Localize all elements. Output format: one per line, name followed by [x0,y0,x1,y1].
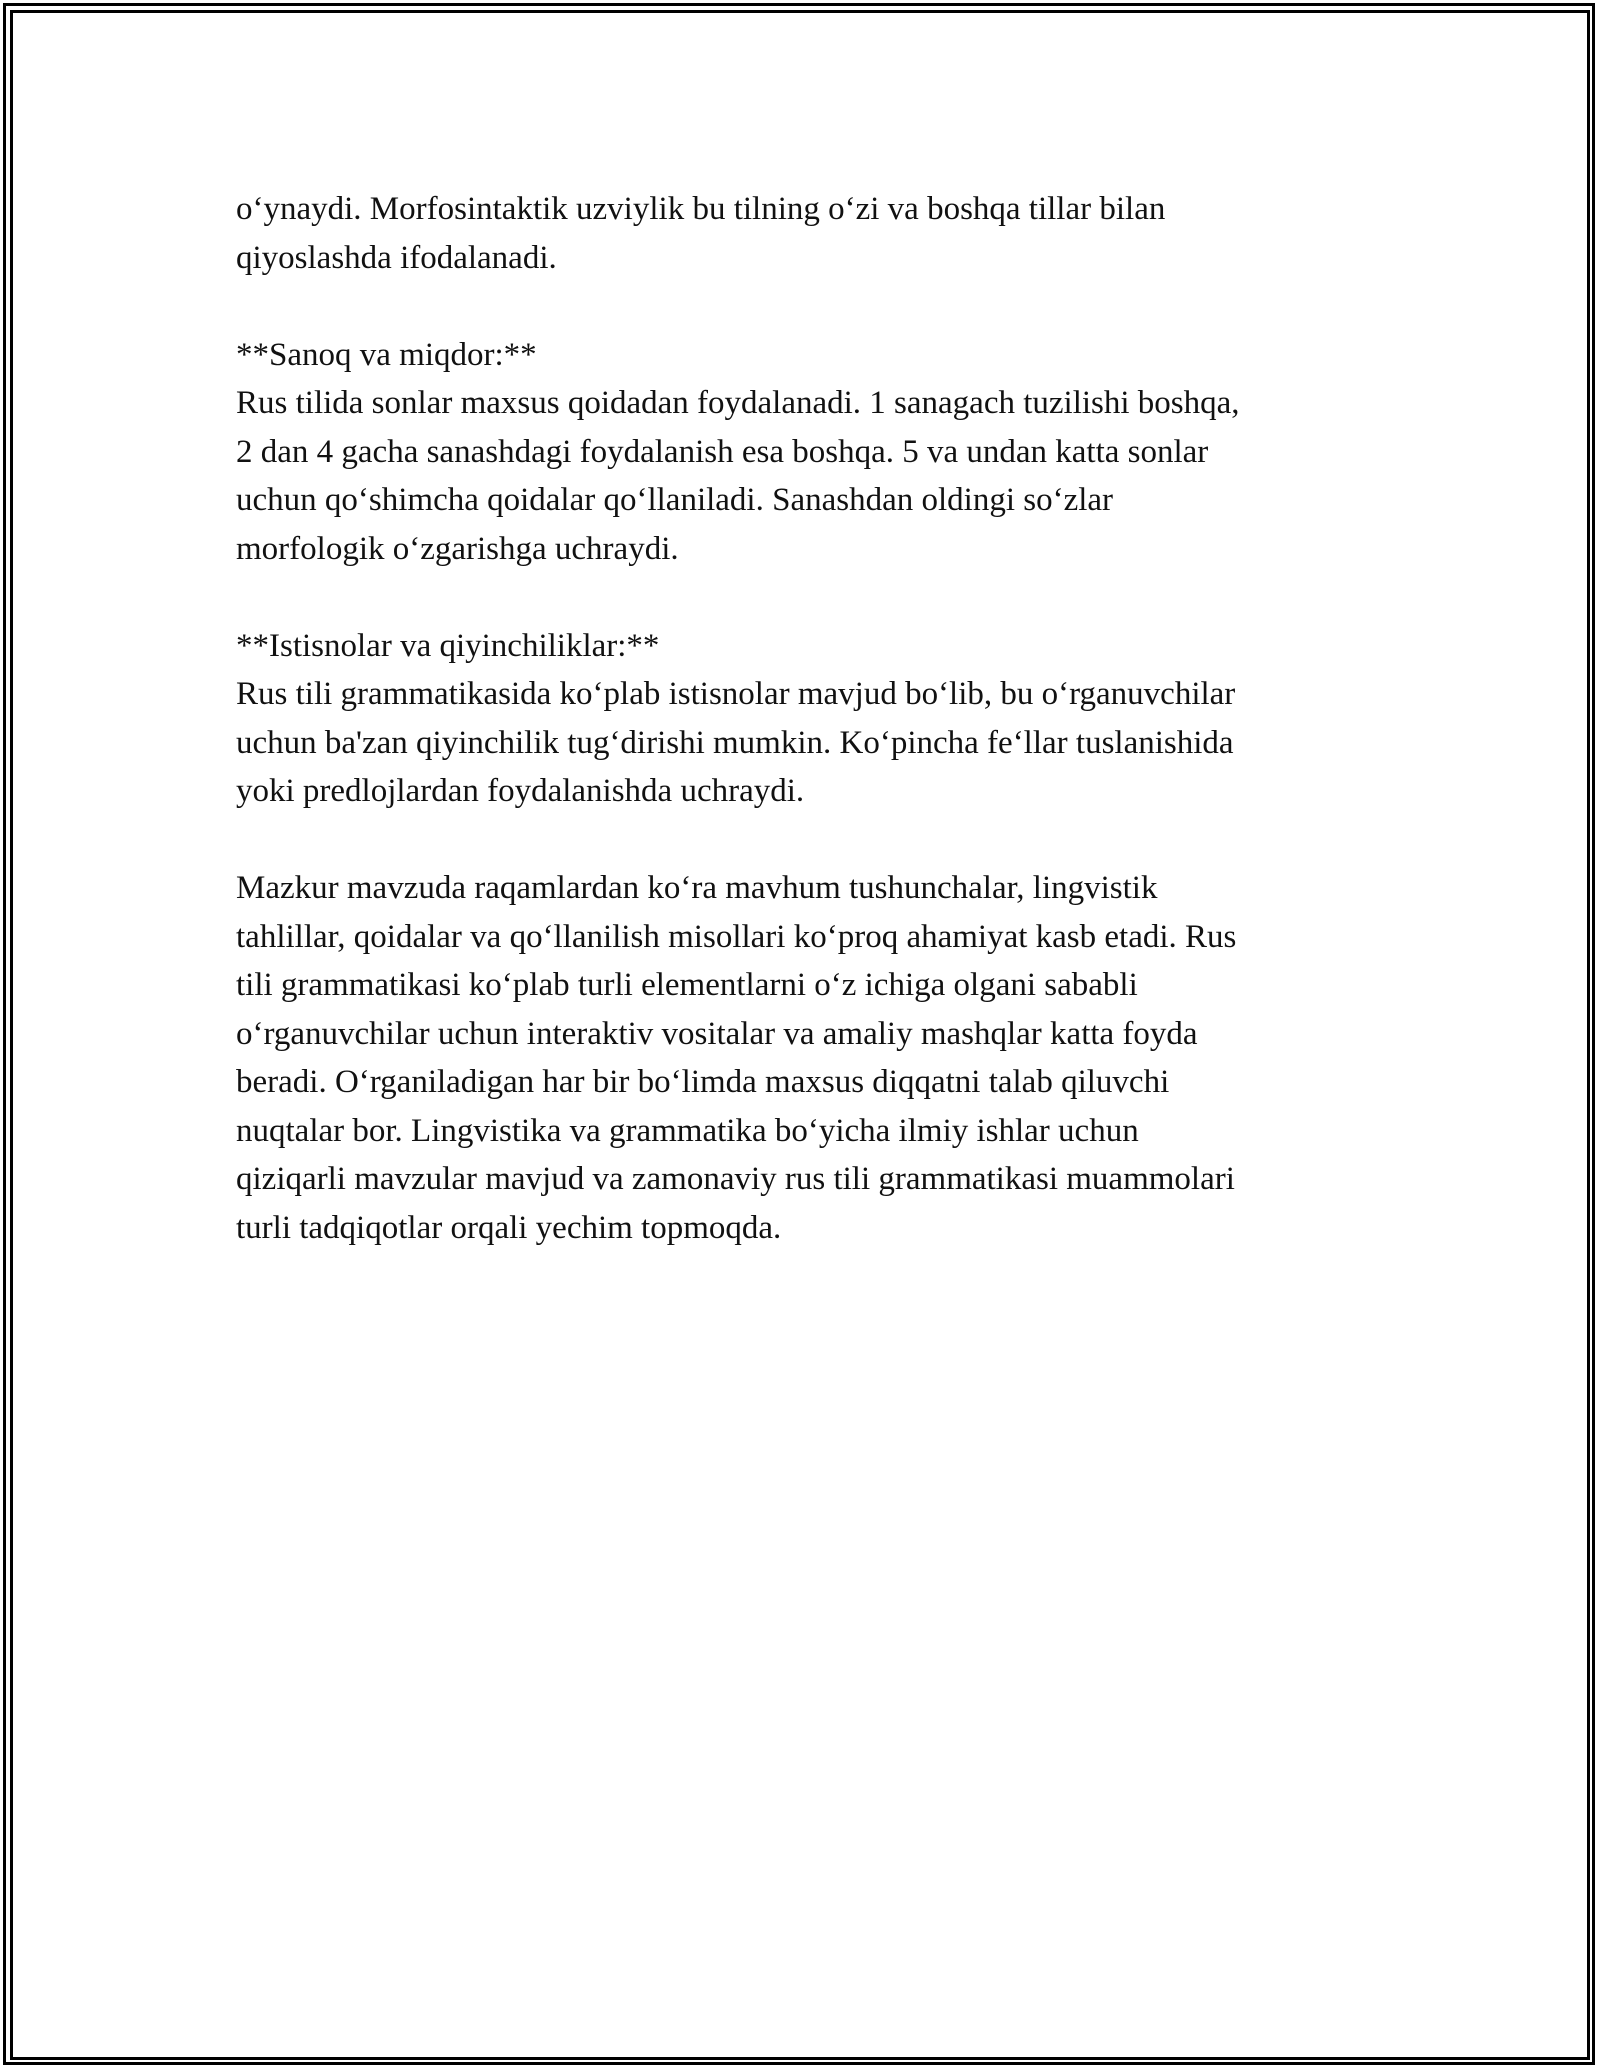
paragraph-gap [236,816,1366,865]
text-line: yoki predlojlardan foydalanishda uchraydi. [236,773,805,809]
text-line: Mazkur mavzuda raqamlardan ko‘ra mavhum tushunchalar, lingvistik [236,870,1158,906]
section-heading: **Istisnolar va qiyinchiliklar:** [236,627,660,664]
intro-paragraph [236,185,1366,282]
text-line: tili grammatikasi ko‘plab turli elementlarni o‘z ichiga olgani sababli [236,967,1138,1003]
text-line: Rus tili grammatikasida ko‘plab istisnolar mavjud bo‘lib, bu o‘rganuvchilar [236,676,1236,712]
text-line: Rus tilida sonlar maxsus qoidadan foydalanadi. 1 sanagach tuzilishi boshqa, [236,385,1240,421]
paragraph-gap [236,573,1366,622]
text-line: 2 dan 4 gacha sanashdagi foydalanish esa boshqa. 5 va undan katta sonlar [236,433,1209,470]
text-line: nuqtalar bor. Lingvistika va grammatika bo‘yicha ilmiy ishlar uchun [236,1112,1139,1149]
text-line: o‘ynaydi. Morfosintaktik uzviylik bu tilning o‘zi va boshqa tillar bilan [236,191,1166,227]
conclusion-paragraph [236,864,1366,1252]
paragraph-gap [236,282,1366,331]
section-sanoq [236,331,1366,574]
text-line: uchun qo‘shimcha qoidalar qo‘llaniladi. Sanashdan oldingi so‘zlar [236,482,1114,518]
text-line: tahlillar, qoidalar va qo‘llanilish misollari ko‘proq ahamiyat kasb etadi. Rus [236,918,1237,955]
section-istisnolar [236,622,1366,816]
text-line: uchun ba'zan qiyinchilik tug‘dirishi mumkin. Ko‘pincha fe‘llar tuslanishida [236,724,1234,761]
text-line: morfologik o‘zgarishga uchraydi. [236,530,679,567]
text-line: beradi. O‘rganiladigan har bir bo‘limda maxsus diqqatni talab qiluvchi [236,1064,1170,1100]
text-line: qiziqarli mavzular mavjud va zamonaviy rus tili grammatikasi muammolari [236,1161,1235,1197]
text-line: qiyoslashda ifodalanadi. [236,239,557,276]
page-content [236,185,1366,1252]
section-heading: **Sanoq va miqdor:** [236,336,537,373]
text-line: turli tadqiqotlar orqali yechim topmoqda. [236,1209,782,1246]
text-line: o‘rganuvchilar uchun interaktiv vositalar va amaliy mashqlar katta foyda [236,1015,1198,1052]
